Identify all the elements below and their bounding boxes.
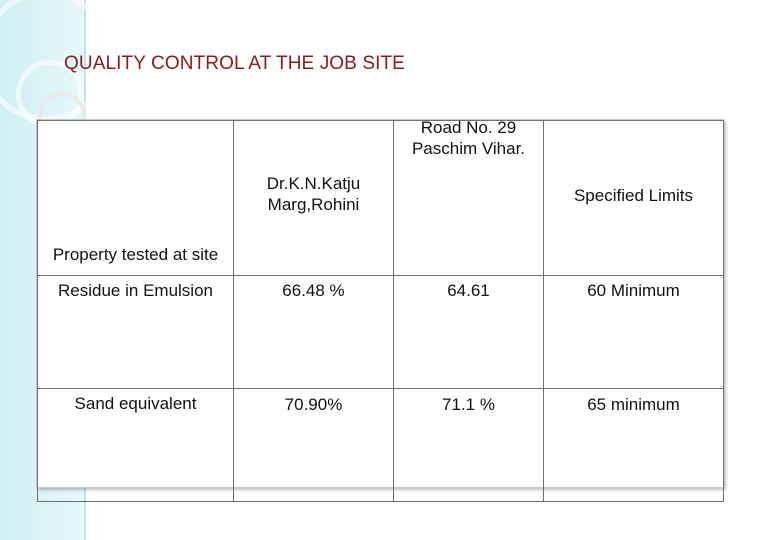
table-row [38,276,724,389]
column-header-label: Specified Limits [573,185,694,205]
column-header [544,121,724,276]
quality-control-table [37,120,724,502]
table-cell: Residue in Emulsion [38,276,234,389]
table-cell: 70.90% [234,389,394,502]
table-cell: 60 Minimum [544,276,724,389]
table-cell: Sand equivalent [38,389,234,502]
table-row [38,389,724,502]
column-header-label: Dr.K.N.Katju Marg,Rohini [266,174,361,214]
table-cell: 71.1 % [394,389,544,502]
slide-title: QUALITY CONTROL AT THE JOB SITE [64,53,405,74]
column-header [38,121,234,276]
column-header [394,118,544,276]
column-header-label: Property tested at site [52,245,219,264]
table-cell: 64.61 [394,276,544,389]
column-header-label: Road No. 29 Paschim Vihar. [411,118,526,158]
table-cell: 66.48 % [234,276,394,389]
table-header-row [38,121,724,276]
table-card [36,119,724,488]
column-header [234,121,394,276]
table-cell: 65 minimum [544,389,724,502]
